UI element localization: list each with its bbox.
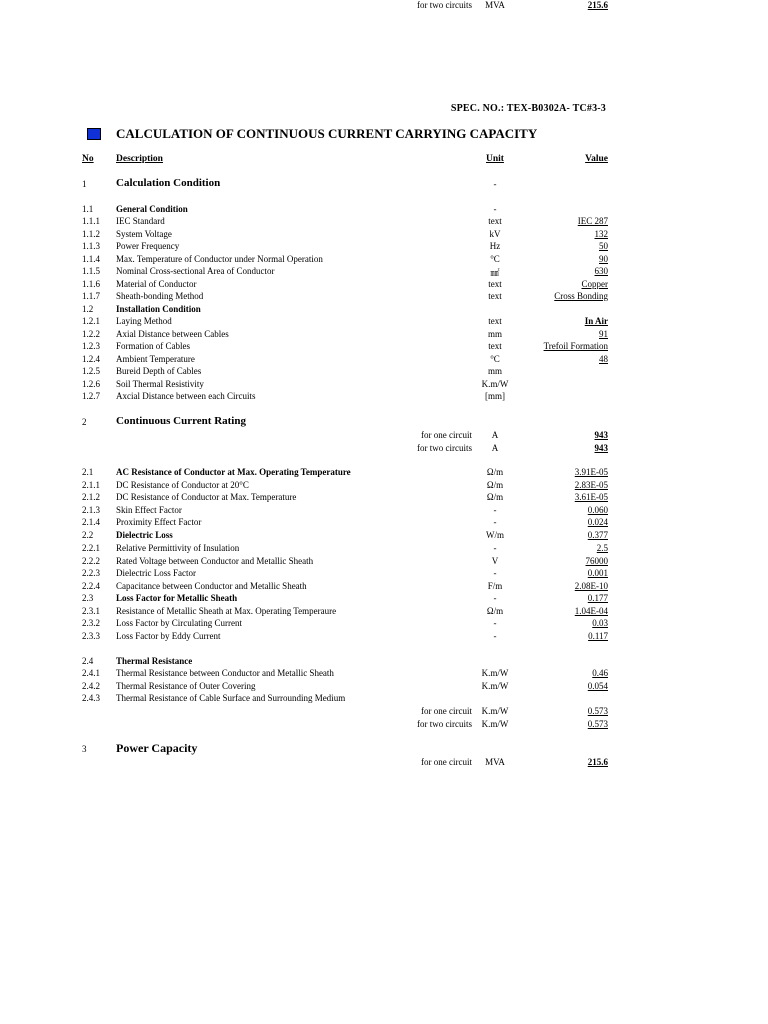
row-note: for two circuits [417, 719, 472, 729]
row-description: Thermal Resistance between Conductor and Metallic Sheath [116, 668, 334, 678]
row-unit: - [493, 505, 497, 515]
row-value: 943 [594, 443, 608, 453]
row-number: 2.2.4 [82, 581, 100, 591]
row-number: 2.2 [82, 530, 94, 540]
row-description: Skin Effect Factor [116, 505, 182, 515]
row-value: 0.177 [587, 593, 608, 603]
row-number: 2.3 [82, 593, 94, 603]
row-value: Cross Bonding [554, 291, 608, 301]
table-row [0, 706, 768, 719]
row-description: General Condition [116, 204, 188, 214]
row-number: 1.2.2 [82, 329, 100, 339]
table-row [0, 179, 768, 192]
row-number: 1.1.2 [82, 229, 100, 239]
table-row [0, 492, 768, 505]
table-row [0, 719, 768, 732]
row-value: 0.573 [587, 719, 608, 729]
row-unit: MVA [485, 757, 505, 767]
row-value: 0.054 [587, 681, 608, 691]
row-description: Material of Conductor [116, 279, 197, 289]
row-number: 1.2 [82, 304, 94, 314]
row-number: 2.1.3 [82, 505, 100, 515]
row-value: 630 [594, 266, 608, 276]
row-value: 1.04E-04 [574, 606, 608, 616]
row-value: 0.573 [587, 706, 608, 716]
row-number: 2.2.3 [82, 568, 100, 578]
row-description: Power Frequency [116, 241, 180, 251]
row-value: Trefoil Formation [543, 341, 608, 351]
row-description: IEC Standard [116, 216, 165, 226]
table-row [0, 391, 768, 404]
row-number: 3 [82, 744, 87, 754]
row-description: Ambient Temperature [116, 354, 195, 364]
row-unit: V [491, 556, 499, 566]
row-number: 2.2.2 [82, 556, 100, 566]
table-row [0, 668, 768, 681]
row-description: Continuous Current Rating [116, 415, 246, 427]
table-row [0, 366, 768, 379]
table-row [0, 241, 768, 254]
row-description: Loss Factor for Metallic Sheath [116, 593, 238, 603]
row-value: 0.060 [587, 505, 608, 515]
row-unit: kV [489, 229, 501, 239]
row-description: Thermal Resistance of Outer Covering [116, 681, 256, 691]
column-header-no: No [82, 154, 94, 164]
row-note: for one circuit [421, 706, 472, 716]
row-value: 91 [599, 329, 608, 339]
column-header-value: Value [585, 154, 608, 164]
row-description: Capacitance between Conductor and Metallic Sheath [116, 581, 307, 591]
row-description: Thermal Resistance [116, 656, 193, 666]
row-description: Calculation Condition [116, 177, 221, 189]
column-header-description: Description [116, 154, 163, 164]
row-number: 2.1.4 [82, 517, 100, 527]
row-unit: MVA [485, 0, 505, 10]
row-description: Sheath-bonding Method [116, 291, 204, 301]
row-description: Max. Temperature of Conductor under Normal Operation [116, 254, 323, 264]
row-unit: K.m/W [481, 681, 509, 691]
table-row [0, 517, 768, 530]
row-number: 2.4.2 [82, 681, 100, 691]
row-value: 943 [594, 430, 608, 440]
row-note: for two circuits [417, 443, 472, 453]
table-row [0, 0, 768, 13]
table-row [0, 266, 768, 279]
row-unit: ㎟ [490, 268, 500, 278]
row-description: Bureid Depth of Cables [116, 366, 202, 376]
row-value: Copper [581, 279, 608, 289]
row-unit: Ω/m [486, 606, 504, 616]
table-row [0, 316, 768, 329]
row-unit: text [488, 216, 502, 226]
row-description: AC Resistance of Conductor at Max. Operating Temperature [116, 467, 351, 477]
row-note: for one circuit [421, 757, 472, 767]
row-number: 1.2.3 [82, 341, 100, 351]
page-title: CALCULATION OF CONTINUOUS CURRENT CARRYING CAPACITY [116, 126, 538, 141]
row-value: 48 [599, 354, 608, 364]
row-unit: W/m [486, 530, 504, 540]
row-value: 90 [599, 254, 608, 264]
row-number: 2.1.2 [82, 492, 100, 502]
row-description: Axial Distance between Cables [116, 329, 229, 339]
row-value: 0.377 [587, 530, 608, 540]
row-unit: K.m/W [481, 379, 509, 389]
table-row [0, 291, 768, 304]
row-unit: text [488, 341, 502, 351]
row-number: 1.1.7 [82, 291, 100, 301]
row-description: System Voltage [116, 229, 172, 239]
row-number: 2.3.3 [82, 631, 100, 641]
row-value: IEC 287 [577, 216, 608, 226]
table-row [0, 568, 768, 581]
row-description: Resistance of Metallic Sheath at Max. Operating Temperaure [116, 606, 337, 616]
row-description: Nominal Cross-sectional Area of Conductor [116, 266, 275, 276]
row-unit: mm [487, 366, 502, 376]
row-number: 1.1.3 [82, 241, 100, 251]
row-note: for two circuits [417, 0, 472, 10]
spec-number: SPEC. NO.: TEX-B0302A- TC#3-3 [450, 103, 606, 114]
table-row [0, 341, 768, 354]
row-number: 1 [82, 179, 87, 189]
row-description: Dielectric Loss Factor [116, 568, 196, 578]
row-number: 2.1 [82, 467, 94, 477]
row-description: Laying Method [116, 316, 172, 326]
row-number: 1.1.6 [82, 279, 100, 289]
row-number: 1.1.1 [82, 216, 100, 226]
row-unit: - [493, 179, 497, 189]
row-number: 1.2.5 [82, 366, 100, 376]
row-unit: - [493, 631, 497, 641]
row-description: Soil Thermal Resistivity [116, 379, 204, 389]
row-description: Formation of Cables [116, 341, 190, 351]
row-unit: [mm] [485, 391, 505, 401]
row-number: 1.2.4 [82, 354, 100, 364]
table-row [0, 467, 768, 480]
row-number: 1.2.6 [82, 379, 100, 389]
row-unit: - [493, 593, 497, 603]
row-value: 50 [599, 241, 608, 251]
row-unit: mm [487, 329, 502, 339]
title-marker [87, 128, 101, 140]
row-unit: A [491, 443, 499, 453]
row-unit: °C [490, 354, 500, 364]
row-number: 2.2.1 [82, 543, 100, 553]
table-row [0, 417, 768, 430]
row-description: Rated Voltage between Conductor and Metallic Sheath [116, 556, 314, 566]
row-unit: Ω/m [486, 492, 504, 502]
row-value: 0.024 [587, 517, 608, 527]
row-unit: - [493, 517, 497, 527]
row-unit: K.m/W [481, 719, 509, 729]
table-row [0, 757, 768, 770]
row-number: 2 [82, 417, 87, 427]
row-number: 2.1.1 [82, 480, 100, 490]
row-unit: F/m [487, 581, 503, 591]
table-row [0, 216, 768, 229]
row-number: 1.2.7 [82, 391, 100, 401]
row-unit: Ω/m [486, 467, 504, 477]
row-description: Proximity Effect Factor [116, 517, 202, 527]
row-description: Relative Permittivity of Insulation [116, 543, 240, 553]
table-row [0, 741, 768, 757]
row-value: 3.91E-05 [574, 467, 608, 477]
row-unit: °C [490, 254, 500, 264]
row-unit: A [491, 430, 499, 440]
row-description: Power Capacity [116, 741, 198, 755]
table-row [0, 430, 768, 443]
row-description: Axcial Distance between each Circuits [116, 391, 256, 401]
row-number: 2.3.2 [82, 618, 100, 628]
table-row [0, 631, 768, 644]
table-row [0, 443, 768, 456]
row-value: 0.117 [588, 631, 608, 641]
row-value: 3.61E-05 [574, 492, 608, 502]
table-row [0, 530, 768, 543]
row-value: 132 [594, 229, 608, 239]
table-row [0, 618, 768, 631]
row-description: Loss Factor by Eddy Current [116, 631, 221, 641]
row-value: 2.5 [596, 543, 608, 553]
row-unit: K.m/W [481, 706, 509, 716]
table-row [0, 693, 768, 706]
row-value: 2.08E-10 [574, 581, 608, 591]
row-description: Thermal Resistance of Cable Surface and Surrounding Medium [116, 693, 346, 703]
row-unit: - [493, 568, 497, 578]
table-row [0, 593, 768, 606]
row-unit: text [488, 291, 502, 301]
row-description: DC Resistance of Conductor at 20°C [116, 480, 249, 490]
row-description: Installation Condition [116, 304, 201, 314]
row-number: 1.1 [82, 204, 94, 214]
row-unit: - [493, 543, 497, 553]
row-number: 1.2.1 [82, 316, 100, 326]
row-value: 0.46 [592, 668, 608, 678]
row-number: 2.4.3 [82, 693, 100, 703]
row-value: 215.6 [587, 757, 608, 767]
row-description: Dielectric Loss [116, 530, 173, 540]
row-number: 2.4 [82, 656, 94, 666]
row-unit: K.m/W [481, 668, 509, 678]
row-unit: - [493, 204, 497, 214]
row-unit: Ω/m [486, 480, 504, 490]
table-row [0, 543, 768, 556]
row-value: 0.001 [587, 568, 608, 578]
column-header-unit: Unit [486, 154, 504, 164]
row-description: Loss Factor by Circulating Current [116, 618, 242, 628]
row-value: In Air [584, 316, 608, 326]
row-value: 0.03 [592, 618, 608, 628]
row-number: 2.3.1 [82, 606, 100, 616]
row-unit: Hz [489, 241, 501, 251]
row-number: 2.4.1 [82, 668, 100, 678]
row-value: 76000 [585, 556, 608, 566]
row-unit: text [488, 279, 502, 289]
row-note: for one circuit [421, 430, 472, 440]
row-number: 1.1.5 [82, 266, 100, 276]
row-value: 2.83E-05 [574, 480, 608, 490]
row-value: 215.6 [587, 0, 608, 10]
row-description: DC Resistance of Conductor at Max. Temperature [116, 492, 297, 502]
row-unit: - [493, 618, 497, 628]
row-unit: text [488, 316, 502, 326]
row-number: 1.1.4 [82, 254, 100, 264]
